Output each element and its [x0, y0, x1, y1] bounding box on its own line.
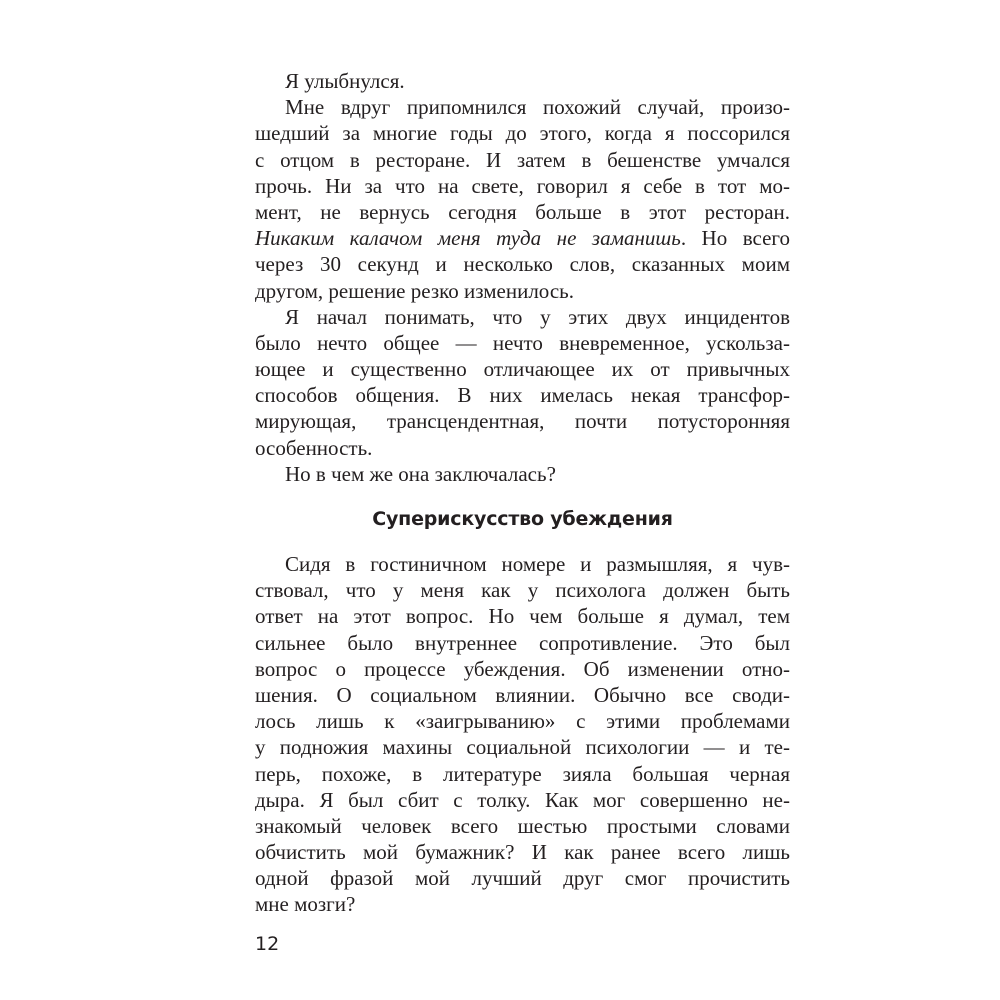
text-line: мент, не вернусь сегодня больше в этот ресторан.: [255, 199, 790, 224]
text-line: мирующая, трансцендентная, почти потусторонняя: [255, 409, 790, 434]
text-line: Я улыбнулся.: [285, 69, 405, 93]
text-line: перь, похоже, в литературе зияла большая черная: [255, 761, 790, 786]
text-line: дыра. Я был сбит с толку. Как мог совершенно не-: [255, 787, 790, 812]
text-line: шения. О социальном влиянии. Обычно все своди-: [255, 682, 790, 707]
text-line: лось лишь к «заигрыванию» с этими проблемами: [255, 709, 790, 734]
text-line: обчистить мой бумажник? И как ранее всего лишь: [255, 840, 790, 865]
text-line: одной фразой мой лучший друг смог прочистить: [255, 866, 790, 891]
line-text: . Но всего: [680, 226, 790, 251]
text-line: мне мозги?: [255, 892, 356, 917]
text-line: другом, решение резко изменилось.: [255, 278, 574, 303]
italic-phrase: Никаким калачом меня туда не заманишь: [255, 226, 681, 251]
text-line: ющее и существенно отличающее их от привычных: [255, 357, 790, 382]
top-text-block: [255, 68, 790, 487]
text-line: способов общения. В них имелась некая трансфор-: [255, 383, 790, 408]
text-line: было нечто общее — нечто вневременное, ускольза-: [255, 330, 790, 355]
section-heading: Суперискусство убеждения: [372, 508, 673, 530]
text-line: ответ на этот вопрос. Но чем больше я думал, тем: [255, 604, 790, 629]
text-line: прочь. Ни за что на свете, говорил я себе в тот мо-: [255, 173, 790, 198]
text-line: шедший за многие годы до этого, когда я поссорился: [255, 121, 790, 146]
text-line: Мне вдруг припомнился похожий случай, произо-: [285, 95, 790, 120]
text-line: с отцом в ресторане. И затем в бешенстве умчался: [255, 147, 790, 172]
text-line: Я начал понимать, что у этих двух инцидентов: [285, 304, 790, 329]
text-line: через 30 секунд и несколько слов, сказанных моим: [255, 252, 790, 277]
page-number: 12: [255, 933, 280, 955]
text-line: знакомый человек всего шестью простыми словами: [255, 813, 790, 838]
text-line: ствовал, что у меня как у психолога должен быть: [255, 578, 790, 603]
bottom-text-block: [255, 551, 790, 918]
text-line: вопрос о процессе убеждения. Об изменении отно-: [255, 656, 790, 681]
text-line: Но в чем же она заключалась?: [285, 461, 556, 486]
text-line: сильнее было внутреннее сопротивление. Это был: [255, 630, 790, 655]
text-line: у подножия махины социальной психологии — и те-: [255, 735, 790, 760]
text-line: особенность.: [255, 435, 373, 460]
text-line: [255, 225, 790, 251]
text-line: Сидя в гостиничном номере и размышляя, я чув-: [285, 552, 790, 576]
